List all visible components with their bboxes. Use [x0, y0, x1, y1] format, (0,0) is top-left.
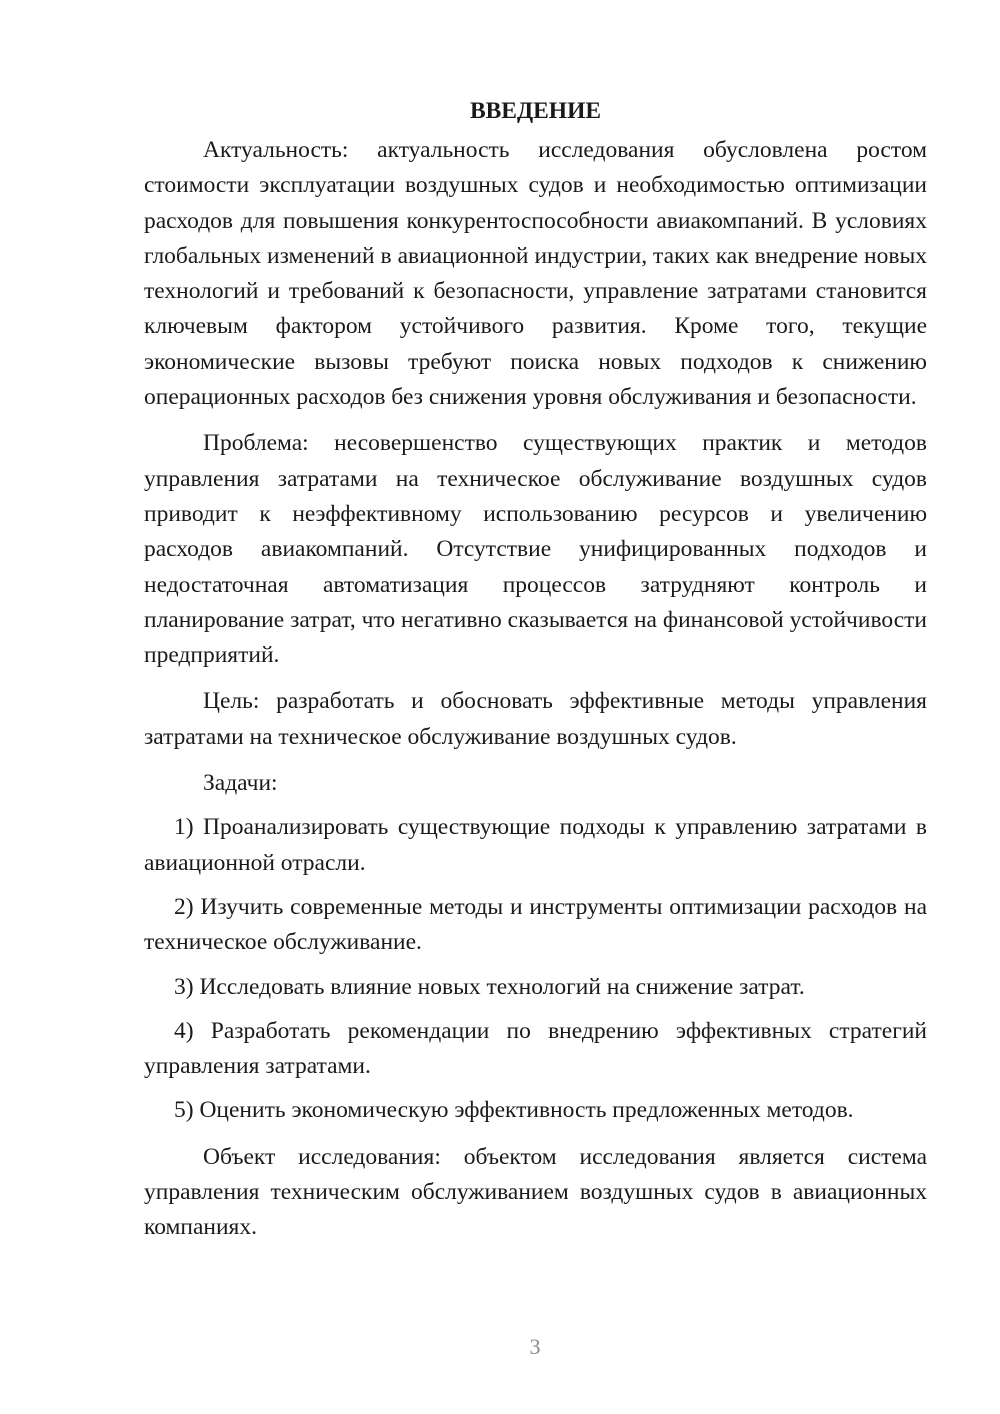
task-item: 5) Оценить экономическую эффективность предложенных методов.	[174, 1097, 854, 1124]
task-item: 4) Разработать рекомендации по внедрению эффективных стратегий управления затратами.	[144, 1017, 927, 1080]
task-item: 1) Проанализировать существующие подходы к управлению затратами в авиационной отрасли.	[144, 814, 927, 876]
task-item: 3) Исследовать влияние новых технологий на снижение затрат.	[174, 973, 805, 1000]
problem-paragraph: Проблема: несовершенство существующих практик и методов управления затратами на техническое обслуживание воздушных судов приводит к неэффективному использованию ресурсов и увеличению расходов авиакомпаний. Отсутствие унифицированных подходов и недостаточная автоматизация процессов затрудняют контроль и планирование затрат, что негативно сказывается на финансовой устойчивости предприятий.	[144, 430, 927, 669]
relevance-paragraph: Актуальность: актуальность исследования обусловлена ростом стоимости эксплуатации воздушных судов и необходимостью оптимизации расходов для повышения конкурентоспособности авиакомпаний. В условиях глобальных изменений в авиационной индустрии, таких как внедрение новых технологий и требований к безопасности, управление затратами становится ключевым фактором устойчивого развития. Кроме того, текущие экономические вызовы требуют поиска новых подходов к снижению операционных расходов без снижения уровня обслуживания и безопасности.	[144, 137, 927, 411]
task-item: 2) Изучить современные методы и инструменты оптимизации расходов на техническое обслуживание.	[144, 893, 927, 956]
tasks-list	[144, 810, 927, 1128]
object-paragraph: Объект исследования: объектом исследования является система управления техническим обслуживанием воздушных судов в авиационных компаниях.	[144, 1143, 927, 1241]
section-heading: ВВЕДЕНИЕ	[469, 98, 602, 124]
page-number: 3	[529, 1334, 541, 1359]
tasks-label: Задачи:	[203, 770, 278, 797]
goal-paragraph: Цель: разработать и обосновать эффективные методы управления затратами на техническое обслуживание воздушных судов.	[144, 688, 927, 750]
page-content	[144, 96, 927, 1246]
